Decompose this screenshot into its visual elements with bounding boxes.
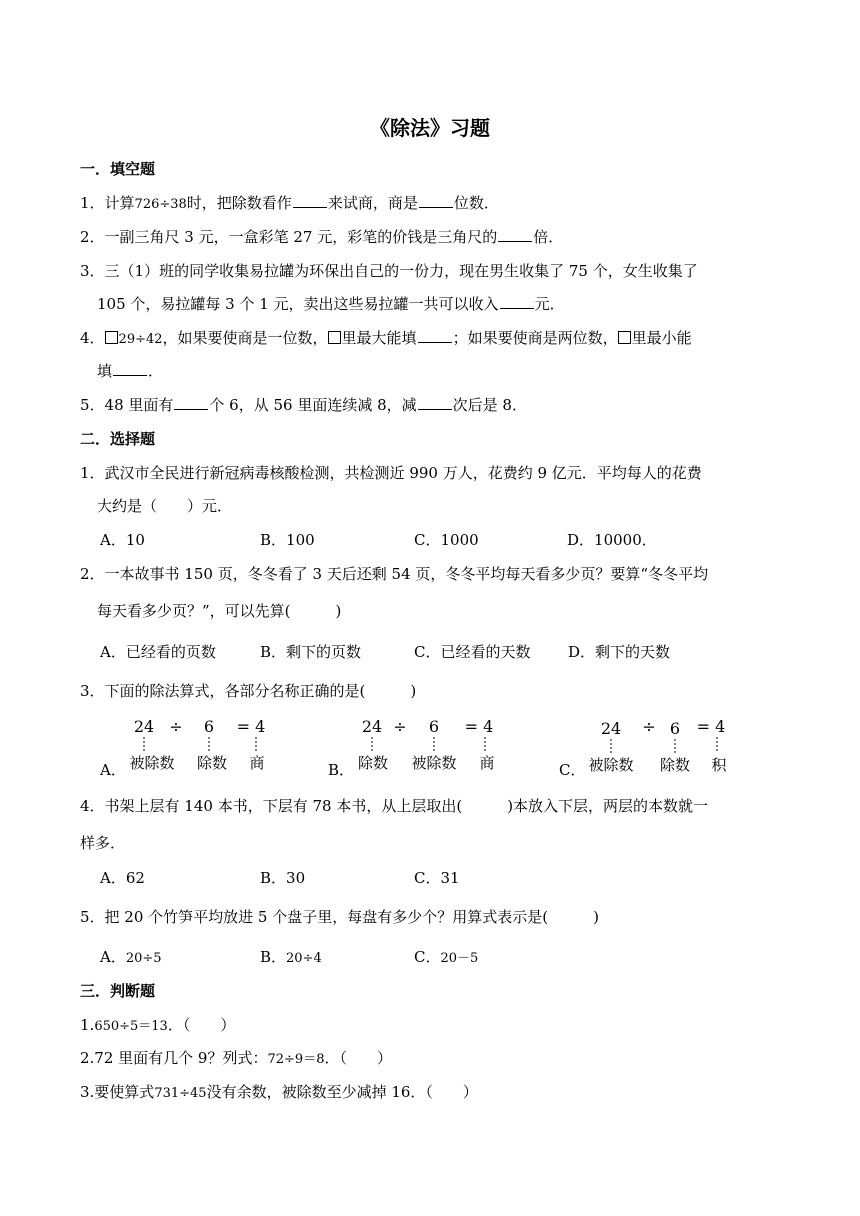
choice-option-c[interactable]: C．	[559, 761, 586, 779]
choice-option-b[interactable]: B．100	[260, 531, 315, 549]
option-expression: 20－5	[440, 951, 479, 966]
choice-option-d[interactable]: D．剩下的天数	[568, 643, 671, 661]
judge-question-3	[80, 1081, 478, 1102]
answer-blank[interactable]	[498, 240, 532, 242]
divisor-number: 6	[669, 719, 681, 738]
q-text: ．（ ）	[324, 1049, 392, 1067]
division-sign: ÷	[169, 717, 183, 736]
empty-box-icon	[105, 331, 118, 344]
q-text: 4．	[80, 329, 105, 347]
section-heading-choice: 二．选择题	[80, 430, 156, 448]
choice-option-a[interactable]: A．10	[100, 531, 145, 549]
fill-question-3-line-2	[97, 293, 565, 314]
q-text: 没有余数，被除数至少减掉 16．（ ）	[206, 1083, 478, 1101]
choice-question-4-line-2: 样多．	[80, 834, 126, 852]
q-text: 元．	[534, 295, 565, 313]
judge-question-1	[80, 1014, 235, 1035]
q-text: 1．计算	[80, 194, 135, 212]
dividend-number: 24	[133, 717, 155, 736]
part-label: 除数	[659, 756, 691, 774]
option-expression: 20÷4	[286, 951, 322, 966]
divisor-number: 6	[428, 717, 440, 736]
part-label: 商	[249, 754, 265, 772]
product-number: = 4	[696, 717, 726, 736]
part-label: 积	[711, 756, 727, 774]
page-title: 《除法》习题	[370, 116, 490, 140]
judge-question-2	[80, 1047, 392, 1068]
part-label: 被除数	[129, 754, 175, 772]
empty-box-icon	[328, 331, 341, 344]
choice-question-3-line-1: 3．下面的除法算式，各部分名称正确的是( )	[80, 682, 417, 700]
part-label: 商	[479, 754, 495, 772]
answer-blank[interactable]	[419, 206, 453, 208]
choice-question-5-line-1: 5．把 20 个竹笋平均放进 5 个盘子里，每盘有多少个？用算式表示是( )	[80, 908, 599, 926]
fill-question-4-line-2	[97, 360, 163, 381]
dividend-number: 24	[600, 719, 622, 738]
q-text: 次后是 8．	[452, 396, 527, 414]
section-heading-judge: 三．判断题	[80, 982, 156, 1000]
choice-option-a[interactable]: A．已经看的页数	[100, 643, 216, 661]
q-expression: 72÷9＝8	[267, 1052, 325, 1067]
choice-option-b[interactable]	[260, 946, 322, 967]
option-expression: 20÷5	[125, 951, 162, 966]
fill-question-5	[80, 394, 527, 415]
choice-option-c[interactable]: C．1000	[414, 531, 479, 549]
choice-option-c[interactable]: C．已经看的天数	[414, 643, 531, 661]
q-text: 个 6，从 56 里面连续减 8，减	[209, 396, 417, 414]
answer-blank[interactable]	[113, 374, 147, 376]
fill-question-3-line-1: 3．三（1）班的同学收集易拉罐为环保出自己的一份力，现在男生收集了 75 个，女生收集了	[80, 262, 698, 280]
divisor-number: 6	[203, 717, 215, 736]
q-text: 3.要使算式	[80, 1083, 155, 1101]
division-diagram-c	[583, 712, 738, 774]
answer-blank[interactable]	[293, 206, 327, 208]
q-text: 位数．	[453, 194, 499, 212]
choice-option-a[interactable]: A．	[100, 761, 126, 779]
q-expression: 731÷45	[154, 1086, 207, 1101]
option-letter: C．	[414, 948, 441, 966]
dividend-number: 24	[361, 717, 383, 736]
choice-question-4-line-1: 4．书架上层有 140 本书，下层有 78 本书，从上层取出( )本放入下层，两层的本数就一	[80, 797, 709, 815]
part-label: 被除数	[588, 756, 634, 774]
division-sign: ÷	[642, 717, 656, 736]
fill-question-2	[80, 226, 563, 247]
choice-option-d[interactable]: D．10000．	[567, 531, 657, 549]
choice-option-c[interactable]: C．31	[414, 869, 460, 887]
quotient-number: = 4	[236, 717, 266, 736]
q-text: ；如果要使商是两位数，	[452, 329, 618, 347]
q-text: 里最大能填	[341, 329, 417, 347]
q-text: 1.	[80, 1016, 95, 1034]
q-text: ．	[148, 362, 164, 380]
q-text: 5．48 里面有	[80, 396, 174, 414]
section-heading-fill: 一．填空题	[80, 160, 156, 178]
choice-option-a[interactable]	[100, 946, 162, 967]
choice-question-2-line-1: 2．一本故事书 150 页，冬冬看了 3 天后还剩 54 页，冬冬平均每天看多少页？要算“冬冬平均	[80, 565, 709, 583]
empty-box-icon	[618, 331, 631, 344]
quotient-number: = 4	[464, 717, 494, 736]
q-expression: 726÷38	[134, 197, 187, 212]
q-text: 倍．	[533, 228, 564, 246]
division-diagram-b	[352, 712, 502, 774]
choice-option-b[interactable]: B．剩下的页数	[260, 643, 362, 661]
q-text: 里最小能	[631, 329, 692, 347]
answer-blank[interactable]	[418, 408, 452, 410]
choice-question-1-line-1: 1．武汉市全民进行新冠病毒核酸检测，共检测近 990 万人，花费约 9 亿元．平均每人的花费	[80, 464, 702, 482]
fill-question-1	[80, 192, 499, 213]
q-text: 105 个，易拉罐每 3 个 1 元，卖出这些易拉罐一共可以收入	[97, 295, 499, 313]
choice-option-b[interactable]: B．30	[260, 869, 306, 887]
q-text: ，如果要使商是一位数，	[162, 329, 328, 347]
division-sign: ÷	[393, 717, 407, 736]
division-diagram-a	[124, 712, 274, 774]
choice-option-a[interactable]: A．62	[100, 869, 145, 887]
q-text: 来试商，商是	[327, 194, 418, 212]
fill-question-4-line-1	[80, 327, 692, 348]
choice-option-c[interactable]	[414, 946, 478, 967]
q-text: 2.72 里面有几个 9？列式：	[80, 1049, 268, 1067]
q-expression: 650÷5＝13	[94, 1019, 168, 1034]
q-text: ．（ ）	[167, 1016, 236, 1034]
answer-blank[interactable]	[418, 341, 452, 343]
choice-option-b[interactable]: B．	[328, 761, 355, 779]
q-expression: 29÷42	[118, 332, 163, 347]
q-text: 时，把除数看作	[186, 194, 292, 212]
q-text: 2．一副三角尺 3 元，一盒彩笔 27 元，彩笔的价钱是三角尺的	[80, 228, 498, 246]
answer-blank[interactable]	[500, 307, 534, 309]
choice-question-2-line-2: 每天看多少页？”，可以先算( )	[97, 602, 342, 620]
q-text: 填	[97, 362, 113, 380]
part-label: 被除数	[411, 754, 457, 772]
part-label: 除数	[196, 754, 228, 772]
choice-question-1-line-2: 大约是（ ）元．	[97, 497, 233, 515]
option-letter: B．	[260, 948, 287, 966]
answer-blank[interactable]	[174, 408, 208, 410]
option-letter: A．	[100, 948, 126, 966]
part-label: 除数	[357, 754, 389, 772]
